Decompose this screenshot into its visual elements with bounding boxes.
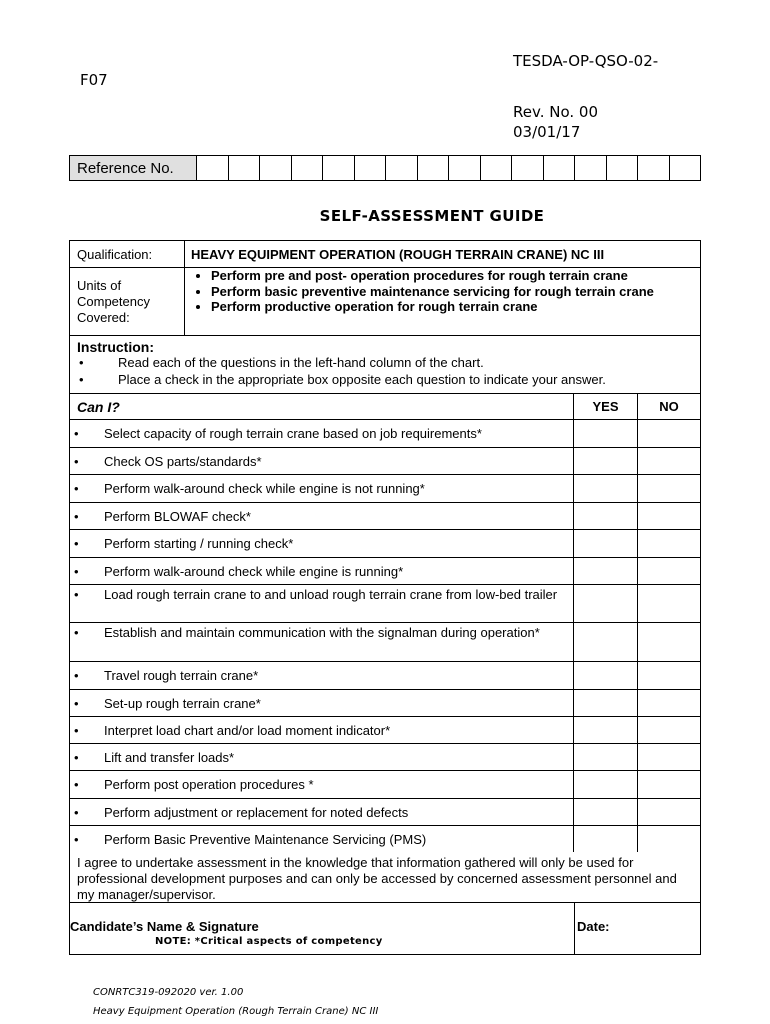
instruction-item — [77, 355, 693, 372]
no-checkbox[interactable] — [638, 799, 700, 825]
footer-title: Heavy Equipment Operation (Rough Terrain Crane) NC III — [93, 1006, 379, 1017]
no-checkbox[interactable] — [638, 475, 700, 502]
bullet: • — [74, 563, 79, 579]
question-row — [70, 717, 700, 744]
question-row — [70, 475, 700, 503]
question-text: Perform Basic Preventive Maintenance Servicing (PMS) — [104, 831, 427, 847]
reference-cell[interactable] — [323, 156, 355, 180]
reference-cell[interactable] — [292, 156, 324, 180]
no-checkbox[interactable] — [638, 530, 700, 557]
reference-cell[interactable] — [386, 156, 418, 180]
bullet: • — [74, 536, 79, 551]
question-text: Perform starting / running check* — [104, 536, 294, 551]
qualification-row — [70, 241, 700, 268]
unit-item: • Perform productive operation for rough terrain crane — [211, 299, 694, 315]
question-text: Perform BLOWAF check* — [104, 508, 251, 524]
question-row — [70, 662, 700, 690]
yes-checkbox[interactable] — [574, 717, 638, 743]
instruction-text: Read each of the questions in the left-hand column of the chart. — [118, 355, 484, 370]
bullet: • — [74, 804, 79, 820]
agreement-text: I agree to undertake assessment in the knowledge that information gathered will only be used for professional development purposes and can only be accessed by concerned assessment personnel and my manager/supervisor. — [70, 852, 700, 903]
question-row — [70, 585, 700, 623]
no-checkbox[interactable] — [638, 771, 700, 798]
footer-code: CONRTC319-092020 ver. 1.00 — [93, 987, 244, 998]
reference-cell[interactable] — [481, 156, 513, 180]
question-row — [70, 448, 700, 475]
bullet: • — [79, 355, 84, 370]
question-row — [70, 826, 700, 852]
bullet: • — [79, 371, 84, 387]
unit-item: • Perform basic preventive maintenance servicing for rough terrain crane — [211, 284, 694, 300]
questions-list — [70, 420, 700, 852]
reference-number-grid — [69, 155, 701, 181]
question-text: Establish and maintain communication with the signalman during operation* — [104, 625, 540, 640]
reference-cell[interactable] — [544, 156, 576, 180]
no-header: NO — [659, 399, 679, 414]
yes-header: YES — [574, 394, 638, 419]
yes-checkbox[interactable] — [574, 420, 638, 447]
no-checkbox[interactable] — [638, 623, 700, 661]
bullet: • — [74, 508, 79, 524]
question-row — [70, 771, 700, 799]
yes-checkbox[interactable] — [574, 448, 638, 474]
page-title: SELF-ASSESSMENT GUIDE — [319, 207, 545, 225]
reference-cell[interactable] — [575, 156, 607, 180]
no-checkbox[interactable] — [638, 744, 700, 770]
question-text: Perform walk-around check while engine is not running* — [104, 481, 425, 496]
reference-label: Reference No. — [70, 156, 197, 180]
no-checkbox[interactable] — [638, 717, 700, 743]
units-row — [70, 268, 700, 336]
question-row — [70, 530, 700, 558]
unit-item: • Perform pre and post- operation procedures for rough terrain crane — [211, 268, 694, 284]
yes-checkbox[interactable] — [574, 662, 638, 689]
question-row — [70, 744, 700, 771]
question-text: Check OS parts/standards* — [104, 453, 262, 469]
question-row — [70, 623, 700, 662]
yes-checkbox[interactable] — [574, 558, 638, 584]
question-row — [70, 799, 700, 826]
question-text: Select capacity of rough terrain crane based on job requirements* — [104, 426, 482, 441]
qualification-value: HEAVY EQUIPMENT OPERATION (ROUGH TERRAIN CRANE) NC III — [191, 246, 605, 262]
bullet: • — [74, 695, 79, 711]
yes-checkbox[interactable] — [574, 585, 638, 622]
bullet: • — [74, 722, 79, 738]
yes-checkbox[interactable] — [574, 503, 638, 529]
question-text: Interpret load chart and/or load moment indicator* — [104, 722, 391, 738]
critical-note: NOTE: *Critical aspects of competency — [155, 936, 383, 947]
question-text: Load rough terrain crane to and unload rough terrain crane from low-bed trailer — [104, 587, 558, 602]
bullet: • — [74, 426, 79, 441]
question-text: Travel rough terrain crane* — [104, 668, 259, 683]
no-checkbox[interactable] — [638, 585, 700, 622]
reference-cell[interactable] — [670, 156, 701, 180]
question-text: Perform post operation procedures * — [104, 777, 314, 792]
can-i-header: Can I? — [77, 398, 120, 415]
question-text: Set-up rough terrain crane* — [104, 695, 261, 711]
bullet: • — [74, 587, 79, 602]
no-checkbox[interactable] — [638, 503, 700, 529]
yes-checkbox[interactable] — [574, 530, 638, 557]
no-checkbox[interactable] — [638, 420, 700, 447]
question-text: Perform adjustment or replacement for noted defects — [104, 804, 409, 820]
no-checkbox[interactable] — [638, 662, 700, 689]
units-list — [191, 268, 694, 315]
yes-checkbox[interactable] — [574, 690, 638, 716]
bullet: • — [74, 777, 79, 792]
bullet: • — [74, 668, 79, 683]
assessment-table — [69, 240, 701, 955]
reference-cell[interactable] — [229, 156, 261, 180]
reference-cell[interactable] — [607, 156, 639, 180]
reference-cell[interactable] — [418, 156, 450, 180]
instruction-list — [77, 355, 693, 388]
instruction-block — [70, 336, 700, 394]
bullet: • — [74, 831, 79, 847]
yes-checkbox[interactable] — [574, 475, 638, 502]
bullet: • — [74, 453, 79, 469]
reference-cell[interactable] — [355, 156, 387, 180]
bullet: • — [74, 625, 79, 640]
date-label[interactable]: Date: — [577, 919, 610, 934]
reference-cell[interactable] — [260, 156, 292, 180]
question-row — [70, 558, 700, 585]
reference-cell[interactable] — [197, 156, 229, 180]
candidate-signature-label[interactable]: Candidate’s Name & Signature — [70, 903, 575, 954]
reference-cell[interactable] — [449, 156, 481, 180]
yes-checkbox[interactable] — [574, 826, 638, 852]
document-code-suffix: F07 — [80, 71, 108, 89]
qualification-label: Qualification: — [70, 241, 185, 267]
instruction-heading: Instruction: — [77, 339, 154, 355]
reference-cell[interactable] — [638, 156, 670, 180]
yes-checkbox[interactable] — [574, 744, 638, 770]
question-text: Perform walk-around check while engine is running* — [104, 563, 404, 579]
yes-checkbox[interactable] — [574, 623, 638, 661]
question-row — [70, 420, 700, 448]
revision-number: Rev. No. 00 — [513, 103, 598, 121]
no-checkbox[interactable] — [638, 826, 700, 852]
question-row — [70, 690, 700, 717]
revision-date: 03/01/17 — [513, 123, 581, 141]
document-code: TESDA-OP-QSO-02- — [513, 52, 659, 70]
yes-checkbox[interactable] — [574, 771, 638, 798]
instruction-item — [77, 372, 693, 389]
no-checkbox[interactable] — [638, 558, 700, 584]
no-checkbox[interactable] — [638, 448, 700, 474]
question-row — [70, 503, 700, 530]
no-checkbox[interactable] — [638, 690, 700, 716]
reference-cell[interactable] — [512, 156, 544, 180]
bullet: • — [74, 749, 79, 765]
instruction-text: Place a check in the appropriate box opposite each question to indicate your answer. — [118, 371, 606, 387]
questions-header-row — [70, 394, 700, 420]
units-label: Units of Competency Covered: — [70, 268, 185, 335]
bullet: • — [74, 481, 79, 496]
question-text: Lift and transfer loads* — [104, 749, 235, 765]
yes-checkbox[interactable] — [574, 799, 638, 825]
